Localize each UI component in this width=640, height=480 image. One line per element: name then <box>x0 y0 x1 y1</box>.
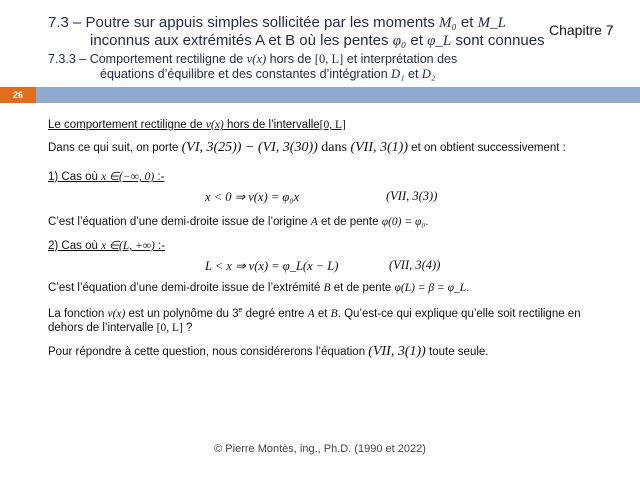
p4-text: La fonction <box>48 307 108 320</box>
subtitle-line-2 <box>48 67 608 82</box>
p4-point-a: A <box>307 307 315 320</box>
p4-line2-text: dehors de l’intervalle <box>48 322 157 334</box>
p1-equation-ref: (VII, 3(1)) <box>350 140 408 155</box>
subtitle-vx: v(x) <box>246 52 267 66</box>
title-and: et <box>456 14 478 31</box>
title-end: sont connues <box>451 32 545 49</box>
subtitle-et: et <box>404 67 422 81</box>
case2-suffix: :- <box>154 240 166 252</box>
p2-period: . <box>425 216 429 228</box>
case1-domain: x ∈(−∞, 0) <box>101 171 155 183</box>
subtitle-text-2: hors de <box>266 52 315 66</box>
p4-and: et <box>314 307 331 320</box>
paragraph-3 <box>48 281 469 295</box>
equation-2: L < x ⇒ v(x) = φ_L(x − L) <box>205 259 339 273</box>
p3-text-2: et de pente <box>330 282 395 294</box>
case-1-heading <box>48 170 164 184</box>
slide-title <box>48 14 588 50</box>
equation-1-ref: (VII, 3(3)) <box>386 189 438 203</box>
p4-superscript: e <box>238 307 243 314</box>
p2-text: C’est l’équation d’une demi-droite issue de l’origine <box>48 216 311 228</box>
header-divider-bar <box>0 87 640 103</box>
title-et: et <box>406 32 428 49</box>
subtitle-text-3: et interprétation des <box>343 52 458 66</box>
subtitle-interval: [0, L] <box>314 52 344 66</box>
subtitle-d2: D₂ <box>421 67 436 81</box>
title-ml: M_L <box>477 15 506 31</box>
case-2-heading <box>48 239 165 253</box>
p4-question-mark: ? <box>182 322 193 334</box>
p3-text: C’est l’équation d’une demi-droite issue de l’extrémité <box>48 282 324 294</box>
paragraph-5 <box>48 345 488 359</box>
p1-expression: (VI, 3(25)) − (VI, 3(30)) <box>181 140 318 155</box>
copyright-footer: © Pierre Montès, ing., Ph.D. (1990 et 2022) <box>214 443 426 455</box>
p1-text: Dans ce qui suit, on porte <box>48 142 182 154</box>
title-m0: M₀ <box>439 15 457 31</box>
p2-point-a: A <box>310 216 318 228</box>
chapter-label: Chapitre 7 <box>549 22 614 38</box>
p4-point-b: B <box>330 307 338 320</box>
p1-text-2: et on obtient successivement : <box>407 142 566 154</box>
p4-vx: v(x) <box>107 307 126 320</box>
title-phi0: φ₀ <box>392 33 407 49</box>
p5-equation-ref: (VII, 3(1)) <box>368 344 426 359</box>
heading-vx: v(x) <box>205 119 224 131</box>
case1-suffix: :- <box>154 171 165 183</box>
subtitle-text: Comportement rectiligne de <box>89 52 247 66</box>
p5-text: Pour répondre à cette question, nous considérerons l’équation <box>48 346 369 358</box>
slide-subtitle <box>48 52 608 82</box>
section-heading <box>48 118 346 132</box>
heading-interval: [0, L] <box>319 119 346 131</box>
p3-period: . <box>466 282 470 294</box>
p4-text-3: degré entre <box>242 307 308 320</box>
p3-point-b: B <box>323 282 331 294</box>
paragraph-2 <box>48 215 429 229</box>
case2-domain: x ∈(L, +∞) <box>101 240 155 252</box>
subtitle-line2-text: équations d’équilibre et des constantes d’intégration <box>100 67 392 81</box>
case2-text: 2) Cas où <box>48 240 102 252</box>
title-line2-text: inconnus aux extrémités A et B où les pentes <box>90 32 389 49</box>
p1-dans: dans <box>317 140 351 155</box>
title-phil: φ_L <box>427 33 452 49</box>
paragraph-1 <box>48 141 566 155</box>
p4-text-2: est un polynôme du 3 <box>125 307 239 320</box>
title-line-2 <box>48 32 588 50</box>
paragraph-4 <box>48 304 581 321</box>
p5-text-2: toute seule. <box>425 346 489 358</box>
title-text: 7.3 – Poutre sur appuis simples sollicitée par les moments <box>48 14 435 31</box>
p4-interval: [0, L] <box>156 322 183 334</box>
equation-1: x < 0 ⇒ v(x) = φ₀x <box>205 190 300 204</box>
paragraph-4-line-2 <box>48 321 192 335</box>
case1-text: 1) Cas où <box>48 171 102 183</box>
subtitle-d1: D₁ <box>391 67 405 81</box>
p4-text-4: . Qu’est-ce qui explique qu’elle soit rectiligne en <box>337 307 581 320</box>
p3-slope: φ(L) = β = φ_L <box>394 282 467 294</box>
subtitle-number: 7.3.3 – <box>48 52 90 66</box>
p2-slope: φ(0) = φ₀ <box>381 216 426 228</box>
page-number-badge: 26 <box>0 87 36 103</box>
heading-text: Le comportement rectiligne de <box>48 119 206 131</box>
p2-text-2: et de pente <box>317 216 382 228</box>
heading-text-2: hors de l’intervalle <box>223 119 320 131</box>
equation-2-ref: (VII, 3(4)) <box>389 258 441 272</box>
